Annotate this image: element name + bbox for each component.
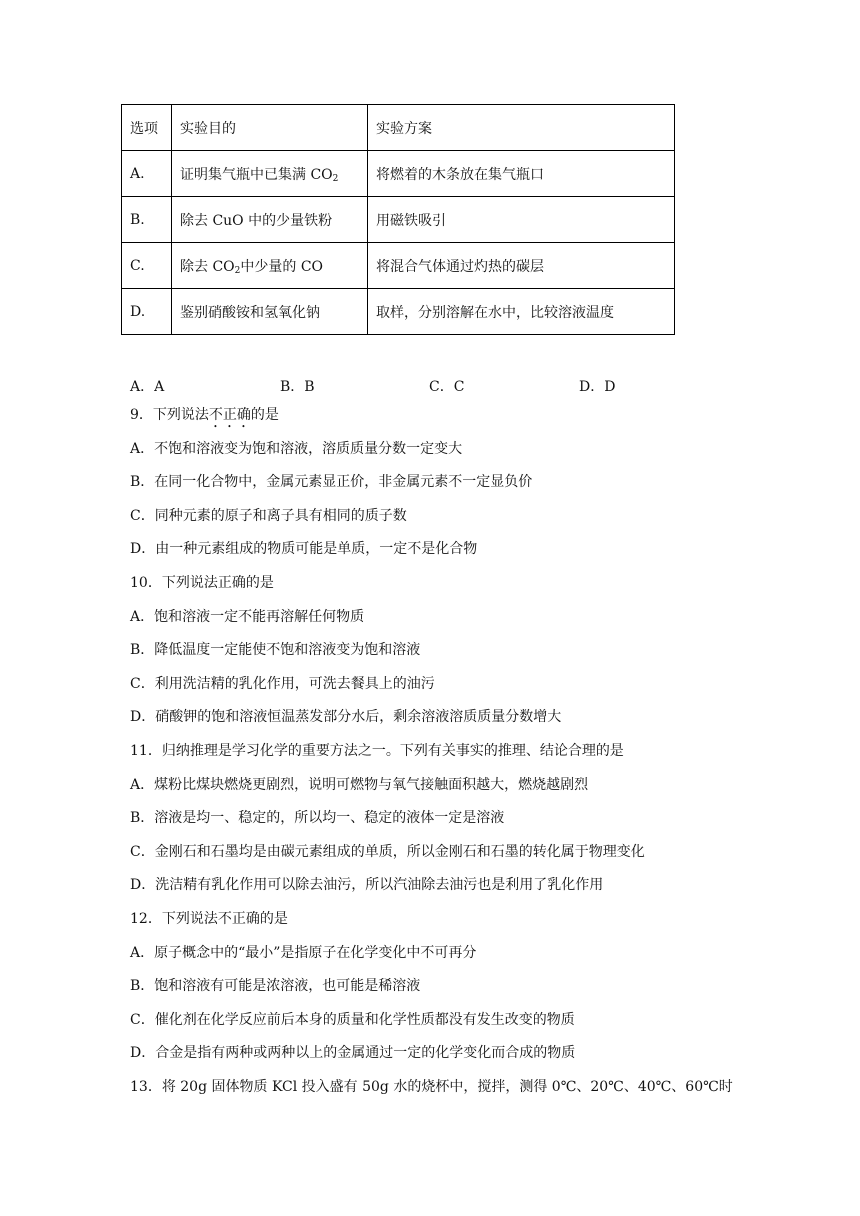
purpose-cell [172, 243, 368, 289]
q9-text-pre: 9．下列说法 [130, 407, 209, 423]
table-row [122, 243, 675, 289]
purpose-text-post: 中少量的 CO [240, 258, 324, 275]
plan-cell: 将混合气体通过灼热的碳层 [368, 243, 675, 289]
purpose-text: 证明集气瓶中已集满 CO [180, 166, 333, 183]
question-9-option: A．不饱和溶液变为饱和溶液，溶质质量分数一定变大 [130, 440, 463, 457]
answer-choice-a: A．A [130, 379, 165, 395]
question-10-option: A．饱和溶液一定不能再溶解任何物质 [130, 608, 365, 625]
purpose-text: 鉴别硝酸铵和氢氧化钠 [180, 304, 320, 321]
option-cell: D. [122, 289, 172, 335]
question-10-option: B．降低温度一定能使不饱和溶液变为饱和溶液 [130, 642, 421, 659]
question-11-option: C．金刚石和石墨均是由碳元素组成的单质，所以金刚石和石墨的转化属于物理变化 [130, 843, 645, 860]
purpose-cell [172, 151, 368, 197]
question-list [130, 405, 770, 1110]
table-header-row [122, 105, 675, 151]
question-11-option: A．煤粉比煤块燃烧更剧烈，说明可燃物与氧气接触面积越大，燃烧越剧烈 [130, 776, 589, 793]
table-header-cell: 选项 [122, 105, 172, 151]
purpose-cell [172, 289, 368, 335]
question-13-stem: 13．将 20g 固体物质 KCl 投入盛有 50g 水的烧杯中，搅拌，测得 0℃、20℃、40℃、60℃时 [130, 1078, 733, 1095]
question-11-option: B．溶液是均一、稳定的，所以均一、稳定的液体一定是溶液 [130, 810, 505, 827]
q8-answer-choices [130, 376, 750, 396]
experiment-table [121, 104, 675, 335]
table-header-cell: 实验方案 [368, 105, 675, 151]
plan-cell: 取样，分别溶解在水中，比较溶液温度 [368, 289, 675, 335]
purpose-text: 除去 CuO 中的少量铁粉 [180, 212, 333, 229]
question-9-option: C．同种元素的原子和离子具有相同的质子数 [130, 507, 407, 524]
question-12-option: C．催化剂在化学反应前后本身的质量和化学性质都没有发生改变的物质 [130, 1011, 575, 1028]
option-cell: B. [122, 197, 172, 243]
question-12-option: A．原子概念中的“最小”是指原子在化学变化中不可再分 [130, 944, 477, 961]
table-row [122, 151, 675, 197]
question-12-stem: 12．下列说法不正确的是 [130, 910, 288, 927]
purpose-text: 除去 CO [180, 258, 235, 275]
question-10-stem: 10．下列说法正确的是 [130, 574, 274, 591]
question-11-option: D．洗洁精有乳化作用可以除去油污，所以汽油除去油污也是利用了乳化作用 [130, 877, 604, 894]
answer-choice-b: B．B [280, 379, 315, 395]
question-12-option: B．饱和溶液有可能是浓溶液，也可能是稀溶液 [130, 978, 421, 995]
subscript: 2 [234, 265, 241, 276]
table-row [122, 197, 675, 243]
purpose-cell [172, 197, 368, 243]
answer-choice-c: C．C [429, 379, 465, 395]
option-cell: C. [122, 243, 172, 289]
subscript: 2 [332, 173, 339, 184]
table-row [122, 289, 675, 335]
q9-text-post: 的是 [250, 407, 279, 423]
option-cell: A. [122, 151, 172, 197]
question-10-option: C．利用洗洁精的乳化作用，可洗去餐具上的油污 [130, 675, 435, 692]
question-12-option: D．合金是指有两种或两种以上的金属通过一定的化学变化而合成的物质 [130, 1045, 576, 1062]
question-9-option: D．由一种元素组成的物质可能是单质，一定不是化合物 [130, 541, 478, 558]
question-9-option: B．在同一化合物中，金属元素显正价，非金属元素不一定显负价 [130, 474, 533, 491]
q9-emphasis: 不正确 [208, 407, 251, 423]
question-9-stem [130, 405, 770, 439]
table-header-cell: 实验目的 [172, 105, 368, 151]
answer-choice-d: D．D [579, 379, 616, 395]
question-11-stem: 11．归纳推理是学习化学的重要方法之一。下列有关事实的推理、结论合理的是 [130, 742, 624, 759]
question-10-option: D．硝酸钾的饱和溶液恒温蒸发部分水后，剩余溶液溶质质量分数增大 [130, 709, 562, 726]
plan-cell: 用磁铁吸引 [368, 197, 675, 243]
plan-cell: 将燃着的木条放在集气瓶口 [368, 151, 675, 197]
